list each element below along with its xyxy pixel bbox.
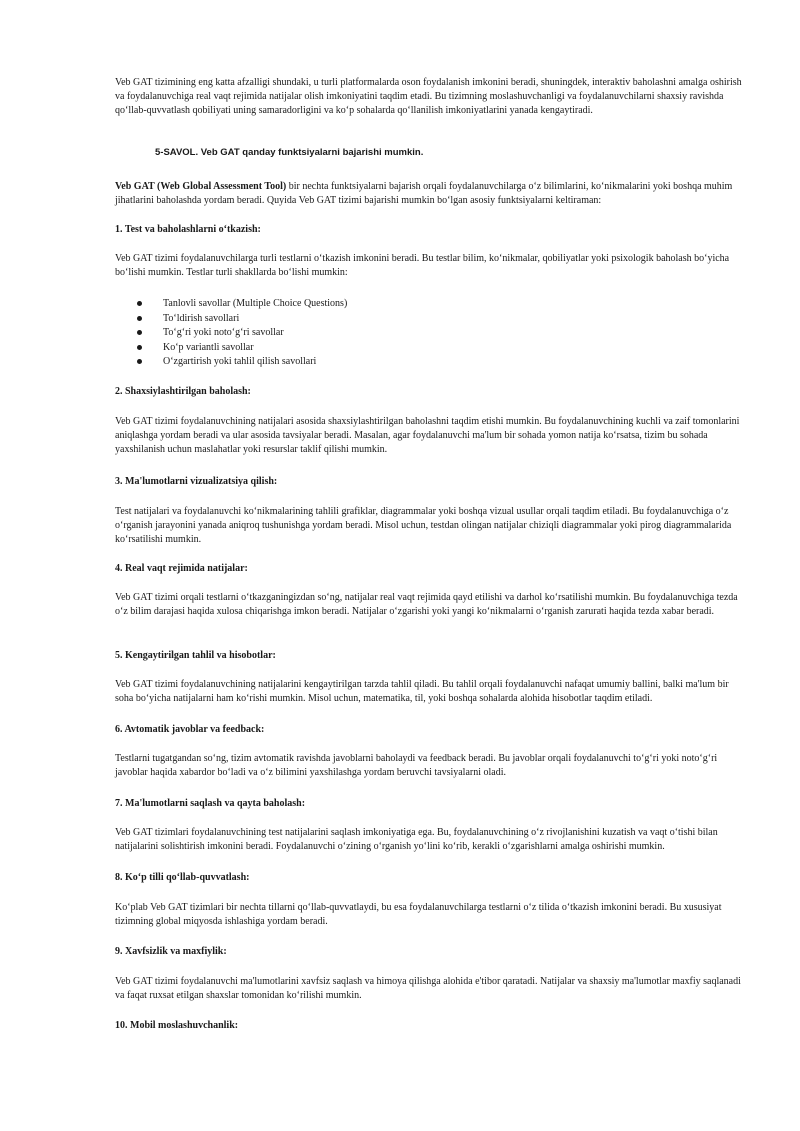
section-6-heading: 6. Avtomatik javoblar va feedback: (115, 724, 265, 735)
lead-paragraph (115, 180, 743, 208)
test-types-list (115, 297, 743, 370)
section-5-text: Veb GAT tizimi foydalanuvchining natijalarini kengaytirilgan tarzda tahlil qiladi. Bu tahlil orqali foydalanuvchi nafaqat umumiy ballini, balki ma'lum bir soha bo‘yicha natijalarni ham ko‘rishi mumkin. Misol uchun, matematika, til, yoki boshqa sohalarda alohida hisobotlar taqdim etiladi. (115, 679, 729, 704)
section-7-text: Veb GAT tizimlari foydalanuvchining test natijalarini saqlash imkoniyatiga ega. Bu, foydalanuvchining o‘z rivojlanishini kuzatish va vaqt o‘tishi bilan natijalarini solishtirish imkonini beradi. Foydalanuvchi o‘zining o‘rganish yo‘lini ko‘rib, kerakli o‘zgarishlarni amalga oshirishi mumkin. (115, 827, 718, 852)
lead-rest: bir nechta funktsiyalarni bajarish orqali foydalanuvchilarga o‘z bilimlarini, ko‘nikmalarini yoki boshqa muhim jihatlarini baholashda yordam beradi. Quyida Veb GAT tizimi bajarishi mumkin bo‘lgan asosiy funktsiyalarni keltiraman: (115, 181, 733, 206)
section-5-heading: 5. Kengaytirilgan tahlil va hisobotlar: (115, 650, 276, 661)
bullet-icon (137, 345, 142, 350)
bullet-icon (137, 301, 142, 306)
section-4-heading: 4. Real vaqt rejimida natijalar: (115, 563, 248, 574)
section-4-text: Veb GAT tizimi orqali testlarni o‘tkazganingizdan so‘ng, natijalar real vaqt rejimida qayd etilishi va darhol ko‘rsatilishi mumkin. Bu foydalanuvchiga tezda o‘z bilim darajasi haqida xulosa chiqarishga imkon beradi. Natijalar o‘zgarishi yoki yangi ko‘nikmalarni o‘rganish zarurati haqida tezda xabar beradi. (115, 592, 738, 617)
list-item: O‘zgartirish yoki tahlil qilish savollari (115, 355, 743, 370)
section-1-heading: 1. Test va baholashlarni o‘tkazish: (115, 224, 261, 235)
section-3-heading: 3. Ma'lumotlarni vizualizatsiya qilish: (115, 476, 278, 487)
section-9-text: Veb GAT tizimi foydalanuvchi ma'lumotlarini xavfsiz saqlash va himoya qilishga alohida e'tibor qaratadi. Natijalar va shaxsiy ma'lumotlar maxfiy saqlanadi va faqat ruxsat etilgan shaxslar tomonidan ko‘rilishi mumkin. (115, 976, 741, 1001)
section-2-text: Veb GAT tizimi foydalanuvchining natijalari asosida shaxsiylashtirilgan baholashni taqdim etishi mumkin. Bu foydalanuvchining kuchli va zaif tomonlarini aniqlashga yordam beradi va ular asosida tavsiyalar beradi. Masalan, agar foydalanuvchi ma'lum bir sohada yomon natija ko‘rsatsa, tizim bu sohada yaxshilanish uchun maslahatlar yoki resurslar taklif qilishi mumkin. (115, 416, 740, 455)
lead-bold: Veb GAT (Web Global Assessment Tool) (115, 181, 287, 192)
section-8-heading: 8. Ko‘p tilli qo‘llab-quvvatlash: (115, 872, 250, 883)
section-2-heading: 2. Shaxsiylashtirilgan baholash: (115, 386, 251, 397)
list-item: Tanlovli savollar (Multiple Choice Questions) (115, 297, 743, 312)
question-heading: 5-SAVOL. Veb GAT qanday funktsiyalarni bajarishi mumkin. (155, 147, 424, 158)
section-8-text: Ko‘plab Veb GAT tizimlari bir nechta tillarni qo‘llab-quvvatlaydi, bu esa foydalanuvchilarga testlarni o‘z tilida o‘tkazish imkonini beradi. Bu xususiyat tizimning global miqyosda ishlashiga yordam beradi. (115, 902, 722, 927)
section-10-heading: 10. Mobil moslashuvchanlik: (115, 1020, 239, 1031)
section-1-text: Veb GAT tizimi foydalanuvchilarga turli testlarni o‘tkazish imkonini beradi. Bu testlar bilim, ko‘nikmalar, qobiliyatlar yoki psixologik baholash bo‘yicha bo‘lishi mumkin. Testlar turli shakllarda bo‘lishi mumkin: (115, 253, 730, 278)
bullet-icon (137, 316, 142, 321)
list-item: To‘g‘ri yoki noto‘g‘ri savollar (115, 326, 743, 341)
section-7-heading: 7. Ma'lumotlarni saqlash va qayta baholash: (115, 798, 306, 809)
intro-paragraph: Veb GAT tizimining eng katta afzalligi shundaki, u turli platformalarda oson foydalanish imkonini beradi, shuningdek, interaktiv baholashni amalga oshirish va foydalanuvchiga real vaqt rejimida natijalar olish imkoniyatini taqdim etadi. Bu tizimning moslashuvchanligi va foydalanuvchilarni shaxsiy ravishda qo‘llab-quvvatlash qobiliyati uning samaradorligini va ko‘p sohalarda qo‘llanilish imkoniyatlarini yanada kengaytiradi. (115, 77, 742, 116)
list-item: Ko‘p variantli savollar (115, 341, 743, 356)
section-9-heading: 9. Xavfsizlik va maxfiylik: (115, 946, 227, 957)
list-item: To‘ldirish savollari (115, 312, 743, 327)
section-6-text: Testlarni tugatgandan so‘ng, tizim avtomatik ravishda javoblarni baholaydi va feedback beradi. Bu javoblar orqali foydalanuvchi to‘g‘ri yoki noto‘g‘ri javoblar haqida xabardor bo‘ladi va o‘z bilimini yaxshilashga yordam beruvchi tavsiyalarni oladi. (115, 753, 718, 778)
bullet-icon (137, 359, 142, 364)
section-3-text: Test natijalari va foydalanuvchi ko‘nikmalarining tahlili grafiklar, diagrammalar yoki boshqa vizual usullar orqali taqdim etiladi. Bu foydalanuvchiga o‘z o‘rganish jarayonini yanada aniqroq tushunishga yordam beradi. Misol uchun, testdan olingan natijalar chiziqli diagrammalar yoki pirog diagrammalarida ko‘rsatilishi mumkin. (115, 506, 732, 545)
bullet-icon (137, 330, 142, 335)
